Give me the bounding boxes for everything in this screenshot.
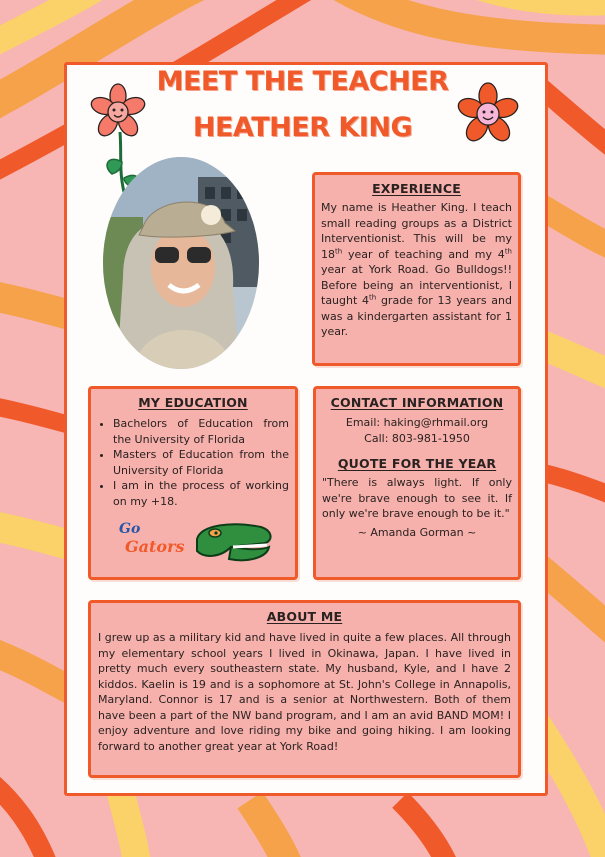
go-gators-logo: Go Gators xyxy=(119,521,185,556)
education-heading: MY EDUCATION xyxy=(138,395,248,410)
contact-phone: Call: 803-981-1950 xyxy=(364,431,470,445)
teacher-photo xyxy=(103,157,259,369)
gator-mascot-icon xyxy=(191,517,275,567)
about-text: I grew up as a military kid and have lived in quite a few places. All through my elementary school years I lived in Okinawa, Japan. I have lived in pretty much every southeastern state. My husband, Kyle, and I have 2 kiddos. Kaelin is 19 and is a sophomore at St. John's College in Annapolis, Maryland. Connor is 17 and is a senior at Northwestern. Both of them have been a part of the NW band program, and I am an avid BAND MOM! I enjoy adventure and love riding my bike and going hiking. I am looking forward to another great year at York Road! xyxy=(98,631,511,753)
list-item: • I am in the process of working on my +18. xyxy=(113,478,289,509)
list-item: • Bachelors of Education from the University of Florida xyxy=(113,416,289,447)
education-list xyxy=(91,410,295,509)
contact-heading: CONTACT INFORMATION xyxy=(330,395,504,410)
about-heading: ABOUT ME xyxy=(266,609,343,624)
about-card xyxy=(88,600,521,778)
contact-email: Email: haking@rhmail.org xyxy=(345,416,489,429)
education-card xyxy=(88,386,298,580)
quote-heading: QUOTE FOR THE YEAR xyxy=(337,456,497,471)
quote-author: ~ Amanda Gorman ~ xyxy=(357,525,477,539)
experience-heading: EXPERIENCE xyxy=(372,181,461,196)
title-line-1: MEET THE TEACHER xyxy=(156,66,449,97)
experience-text: My name is Heather King. I teach small reading groups as a District Interventionist. This will be my 18th year of teaching and my 4th year at York Road. Go Bulldogs!! Before being an interventionist, I taught 4th grade for 13 years and was a kindergarten assistant for 1 year. xyxy=(321,201,512,338)
experience-card xyxy=(312,172,521,366)
quote-text: "There is always light. If only we're brave enough to see it. If only we're brave enough to be it." xyxy=(322,476,512,520)
contact-card xyxy=(313,386,521,580)
title-line-2: HEATHER KING xyxy=(192,112,413,143)
list-item: • Masters of Education from the University of Florida xyxy=(113,447,289,478)
